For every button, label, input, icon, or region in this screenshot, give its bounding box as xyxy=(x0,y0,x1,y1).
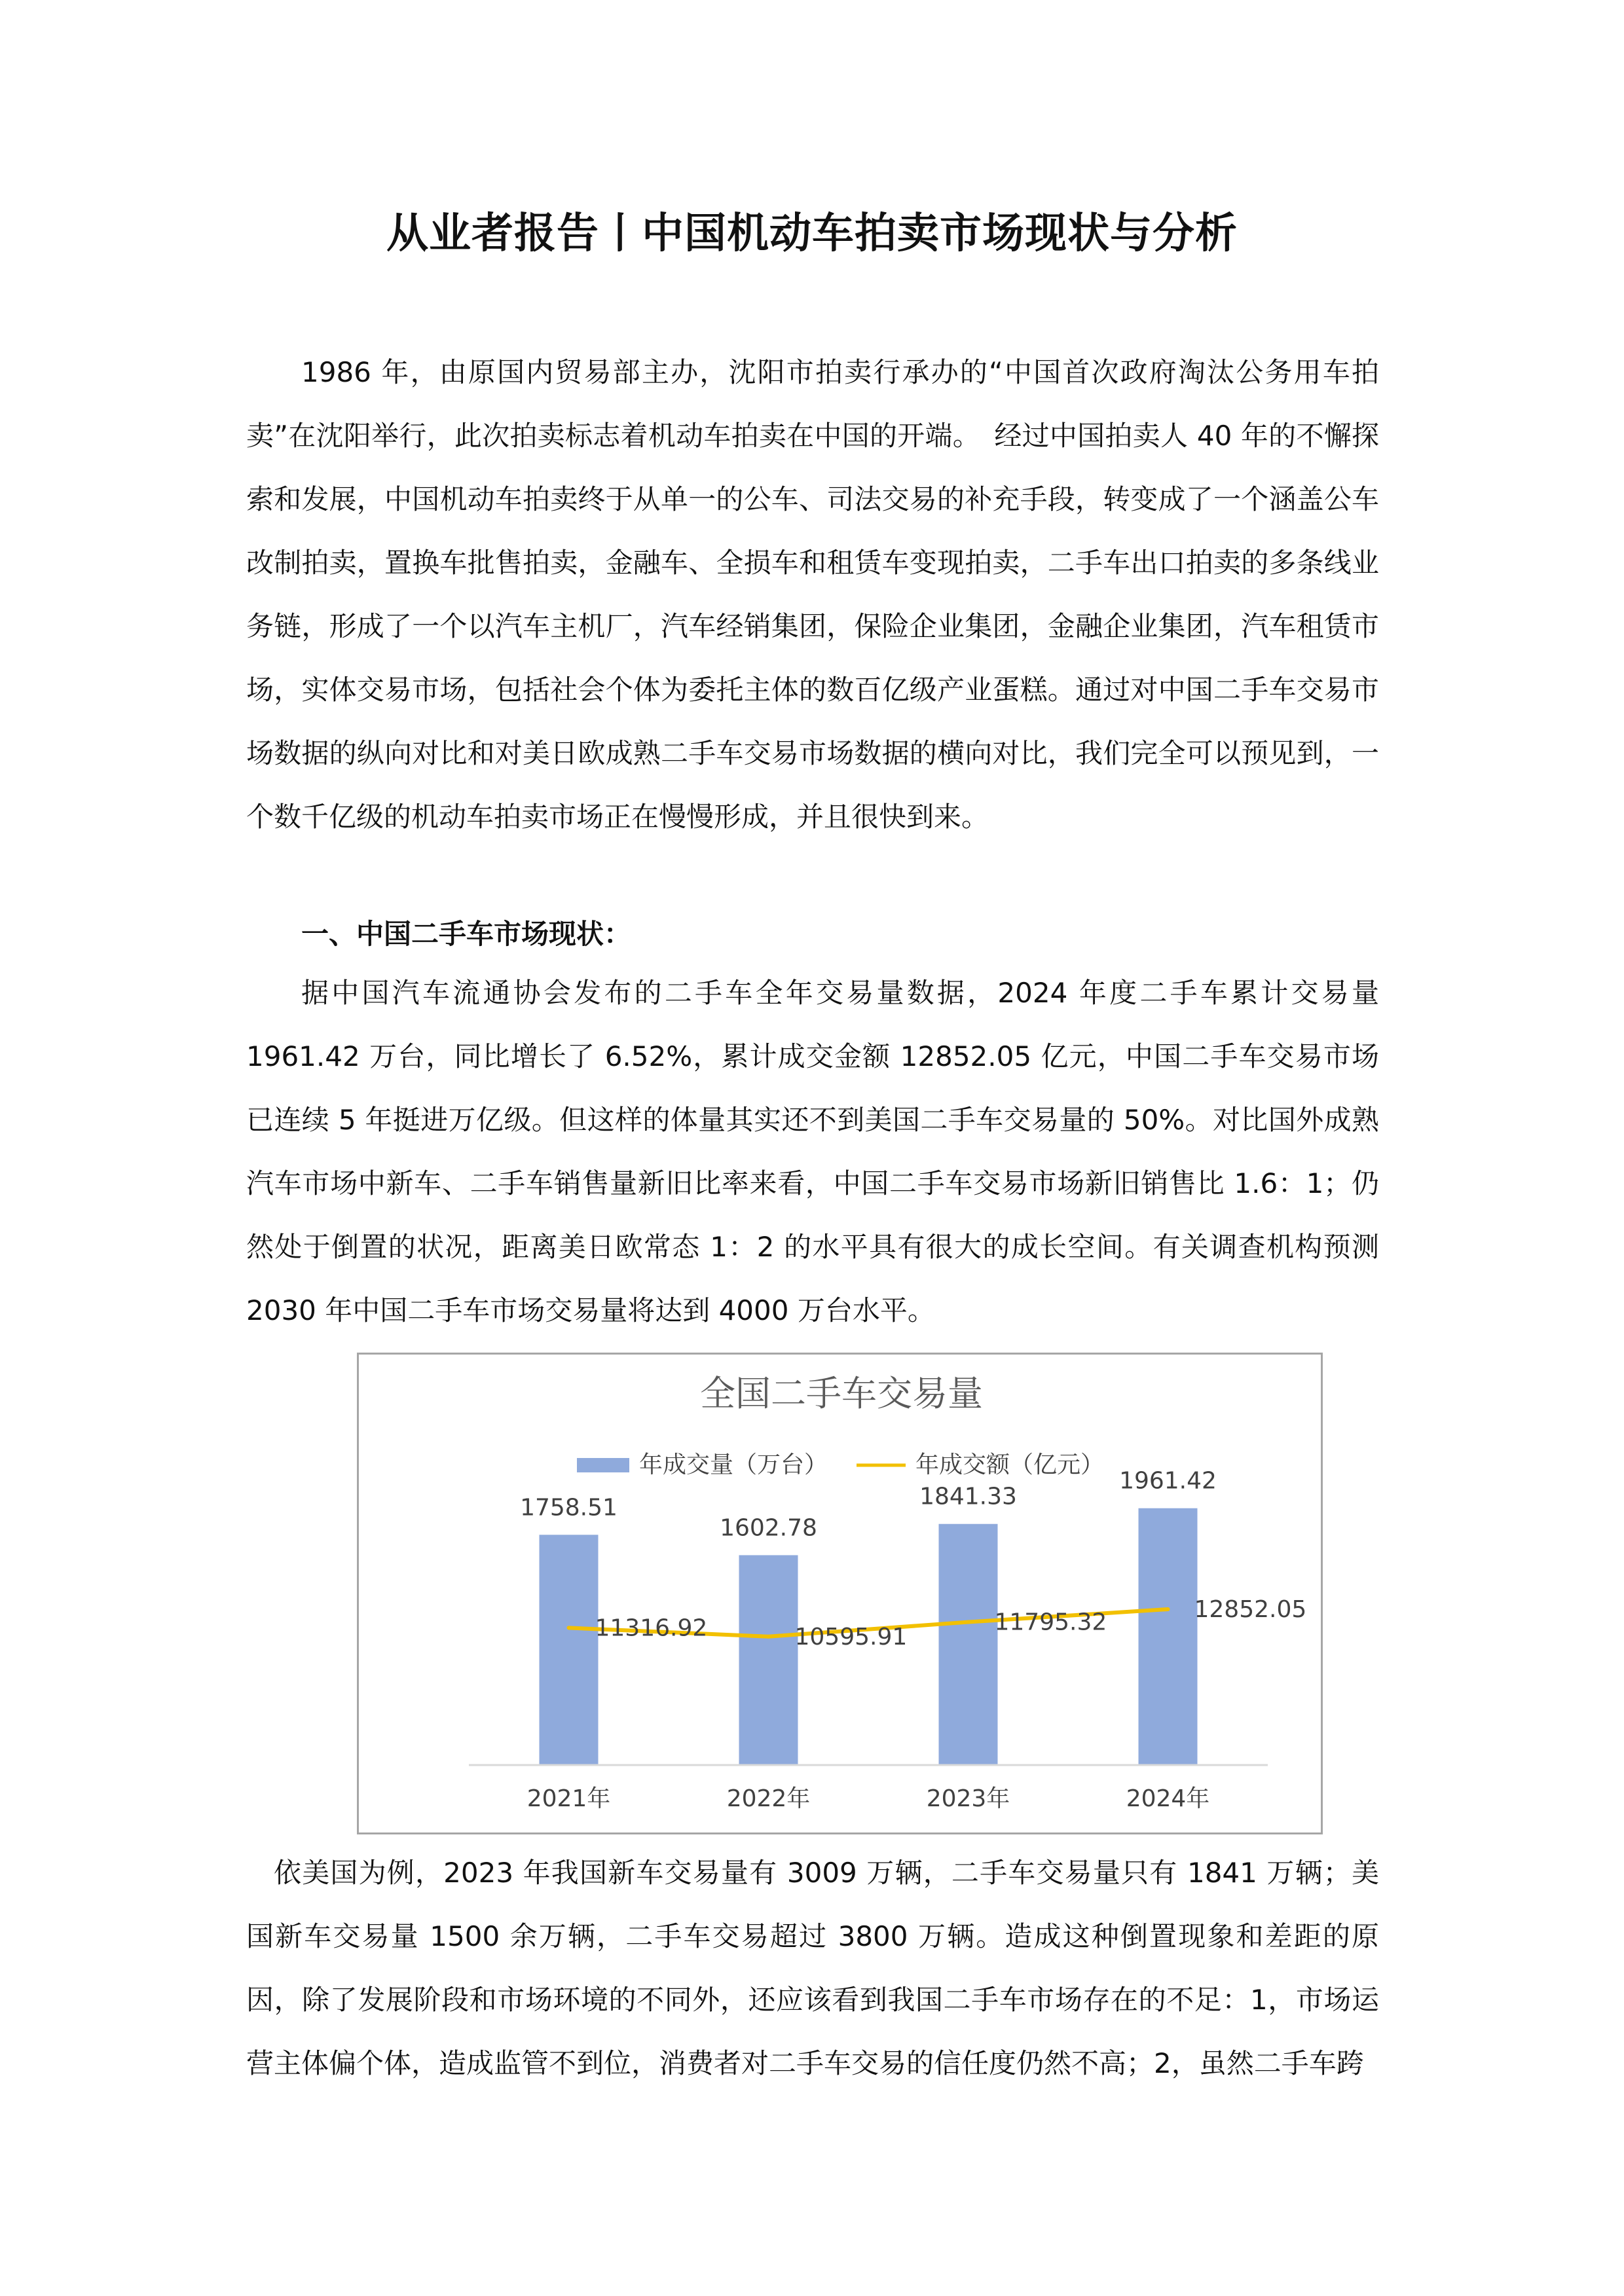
bar-2022年 xyxy=(739,1555,798,1765)
chart-title: 全国二手车交易量 xyxy=(700,1373,983,1414)
intro-paragraph: 1986 年，由原国内贸易部主办，沈阳市拍卖行承办的“中国首次政府淘汰公务用车拍卖”在沈阳举行，此次拍卖标志着机动车拍卖在中国的开端。 经过中国拍卖人 40 年的不懈探索和发展，中国机动车拍卖终于从单一的公车、司法交易的补充手段，转变成了一个涵盖公车改制拍卖，置换车批售拍卖，金融车、全损车和租赁车变现拍卖，二手车出口拍卖的多条线业务链，形成了一个以汽车主机厂，汽车经销集团，保险企业集团，金融企业集团，汽车租赁市场，实体交易市场，包括社会个体为委托主体的数百亿级产业蛋糕。通过对中国二手车交易市场数据的纵向对比和对美日欧成熟二手车交易市场数据的横向对比，我们完全可以预见到，一个数千亿级的机动车拍卖市场正在慢慢形成，并且很快到来。 xyxy=(246,356,1379,833)
amount-label: 12852.05 xyxy=(1194,1595,1307,1623)
amount-label: 10595.91 xyxy=(794,1623,908,1650)
bar-label: 1841.33 xyxy=(919,1483,1017,1510)
used-car-volume-chart xyxy=(357,1353,1323,1834)
amount-point xyxy=(1166,1607,1170,1611)
bar-2021年 xyxy=(540,1535,599,1765)
bar-2024年 xyxy=(1139,1508,1198,1765)
bar-label: 1961.42 xyxy=(1119,1467,1217,1495)
bar-2023年 xyxy=(939,1524,998,1765)
bar-label: 1602.78 xyxy=(720,1514,817,1542)
market-status-paragraph: 据中国汽车流通协会发布的二手车全年交易量数据，2024 年度二手车累计交易量 1961.42 万台，同比增长了 6.52%，累计成交金额 12852.05 亿元，中国二手车交易市场已连续 5 年挺进万亿级。但这样的体量其实还不到美国二手车交易量的 50%。对比国外成熟汽车市场中新车、二手车销售量新旧比率来看，中国二手车交易市场新旧销售比 1.6：1；仍然处于倒置的状况，距离美日欧常态 1：2 的水平具有很大的成长空间。有关调查机构预测 2030 年中国二手车市场交易量将达到 4000 万台水平。 xyxy=(246,977,1379,1326)
legend-label-amount: 年成交额（亿元） xyxy=(915,1451,1105,1478)
amount-point xyxy=(967,1620,970,1624)
page-title: 从业者报告丨中国机动车拍卖市场现状与分析 xyxy=(386,210,1238,258)
chart-canvas xyxy=(359,1355,1325,1836)
section-heading: 一、中国二手车市场现状： xyxy=(301,918,632,950)
x-tick-label: 2023年 xyxy=(926,1785,1010,1812)
x-tick-label: 2024年 xyxy=(1126,1785,1210,1812)
x-axis-labels xyxy=(527,1785,1210,1812)
bar-label: 1758.51 xyxy=(520,1494,618,1522)
x-tick-label: 2021年 xyxy=(526,1785,611,1812)
amount-point xyxy=(767,1635,771,1639)
amount-label: 11795.32 xyxy=(994,1609,1107,1636)
x-tick-label: 2022年 xyxy=(726,1785,811,1812)
amount-label: 11316.92 xyxy=(595,1614,708,1642)
legend-label-volume: 年成交量（万台） xyxy=(639,1451,828,1478)
legend-swatch-volume xyxy=(577,1458,629,1472)
chart-legend xyxy=(577,1451,1104,1478)
comparison-paragraph: 依美国为例，2023 年我国新车交易量有 3009 万辆，二手车交易量只有 1841 万辆；美国新车交易量 1500 余万辆，二手车交易超过 3800 万辆。造成这种倒置现象和差距的原因，除了发展阶段和市场环境的不同外，还应该看到我国二手车市场存在的不足：1，市场运营主体偏个体，造成监管不到位，消费者对二手车交易的信任度仍然不高；2，虽然二手车跨 xyxy=(246,1857,1379,2079)
amount-point xyxy=(567,1626,571,1630)
